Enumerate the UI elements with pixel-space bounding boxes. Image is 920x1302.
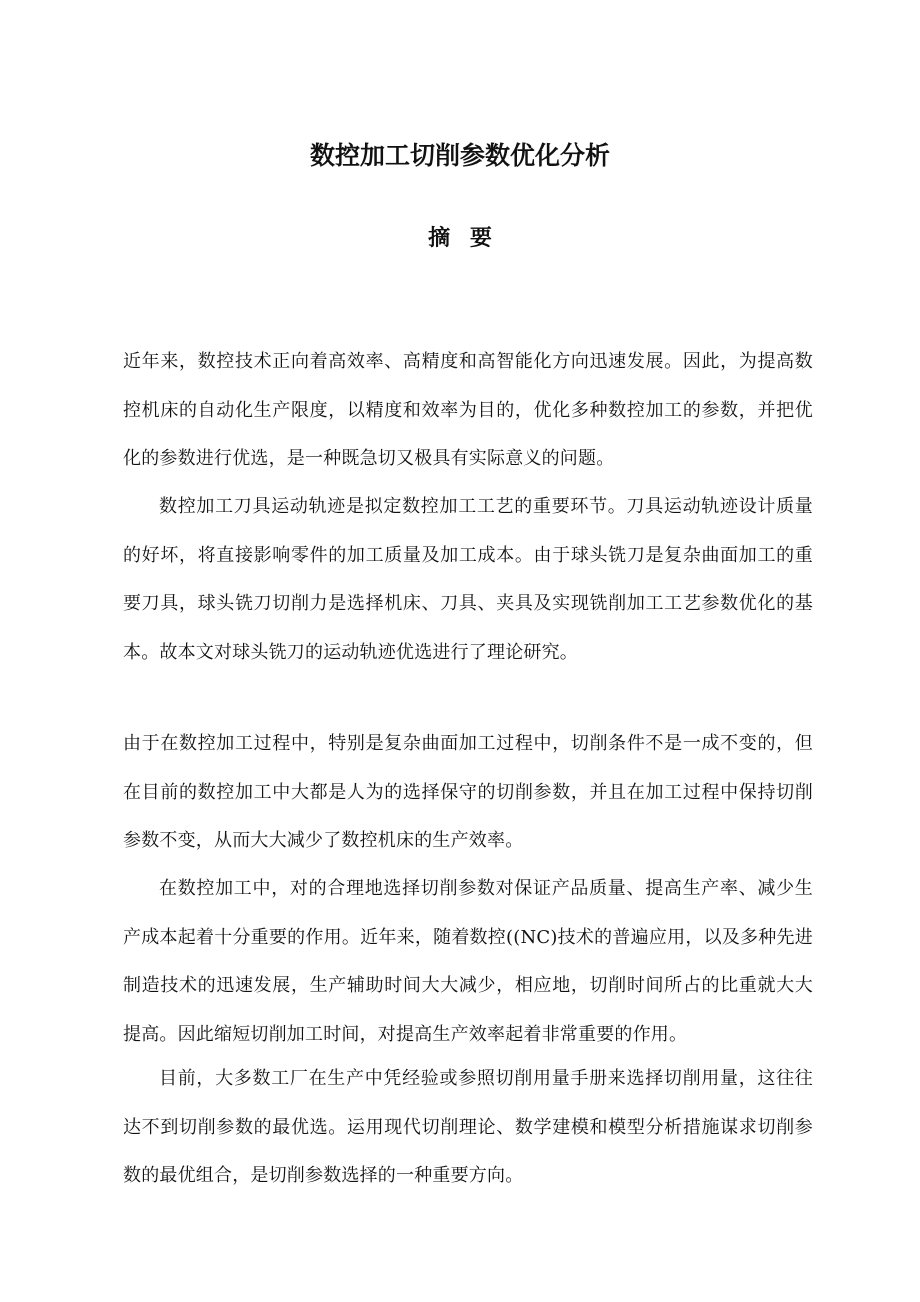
document-title: 数控加工切削参数优化分析 xyxy=(309,141,610,170)
abstract-paragraph-3: 由于在数控加工过程中，特别是复杂曲面加工过程中，切削条件不是一成不变的，但在目前的数控加工中大都是人为的选择保守的切削参数，并且在加工过程中保持切削参数不变，从而大大减少了数控机床的生产效率。 xyxy=(123,733,813,852)
abstract-paragraph-1: 近年来，数控技术正向着高效率、高精度和高智能化方向迅速发展。因此，为提高数控机床的自动化生产限度，以精度和效率为目的，优化多种数控加工的参数，并把优化的参数进行优选，是一种既急切又极具有实际意义的问题。 xyxy=(123,351,813,470)
abstract-paragraph-5: 目前，大多数工厂在生产中凭经验或参照切削用量手册来选择切削用量，这往往达不到切削参数的最优选。运用现代切削理论、数学建模和模型分析措施谋求切削参数的最优组合，是切削参数选择的一种重要方向。 xyxy=(123,1068,813,1187)
abstract-paragraph-4: 在数控加工中，对的合理地选择切削参数对保证产品质量、提高生产率、减少生产成本起着十分重要的作用。近年来，随着数控((NC)技术的普遍应用，以及多种先进制造技术的迅速发展，生产辅助时间大大减少，相应地，切削时间所占的比重就大大提高。因此缩短切削加工时间，对提高生产效率起着非常重要的作用。 xyxy=(123,878,813,1045)
abstract-paragraph-2: 数控加工刀具运动轨迹是拟定数控加工工艺的重要环节。刀具运动轨迹设计质量的好坏，将直接影响零件的加工质量及加工成本。由于球头铣刀是复杂曲面加工的重要刀具，球头铣刀切削力是选择机床、刀具、夹具及实现铣削加工工艺参数优化的基本。故本文对球头铣刀的运动轨迹优选进行了理论研究。 xyxy=(123,496,813,663)
abstract-heading: 摘 要 xyxy=(428,226,492,251)
